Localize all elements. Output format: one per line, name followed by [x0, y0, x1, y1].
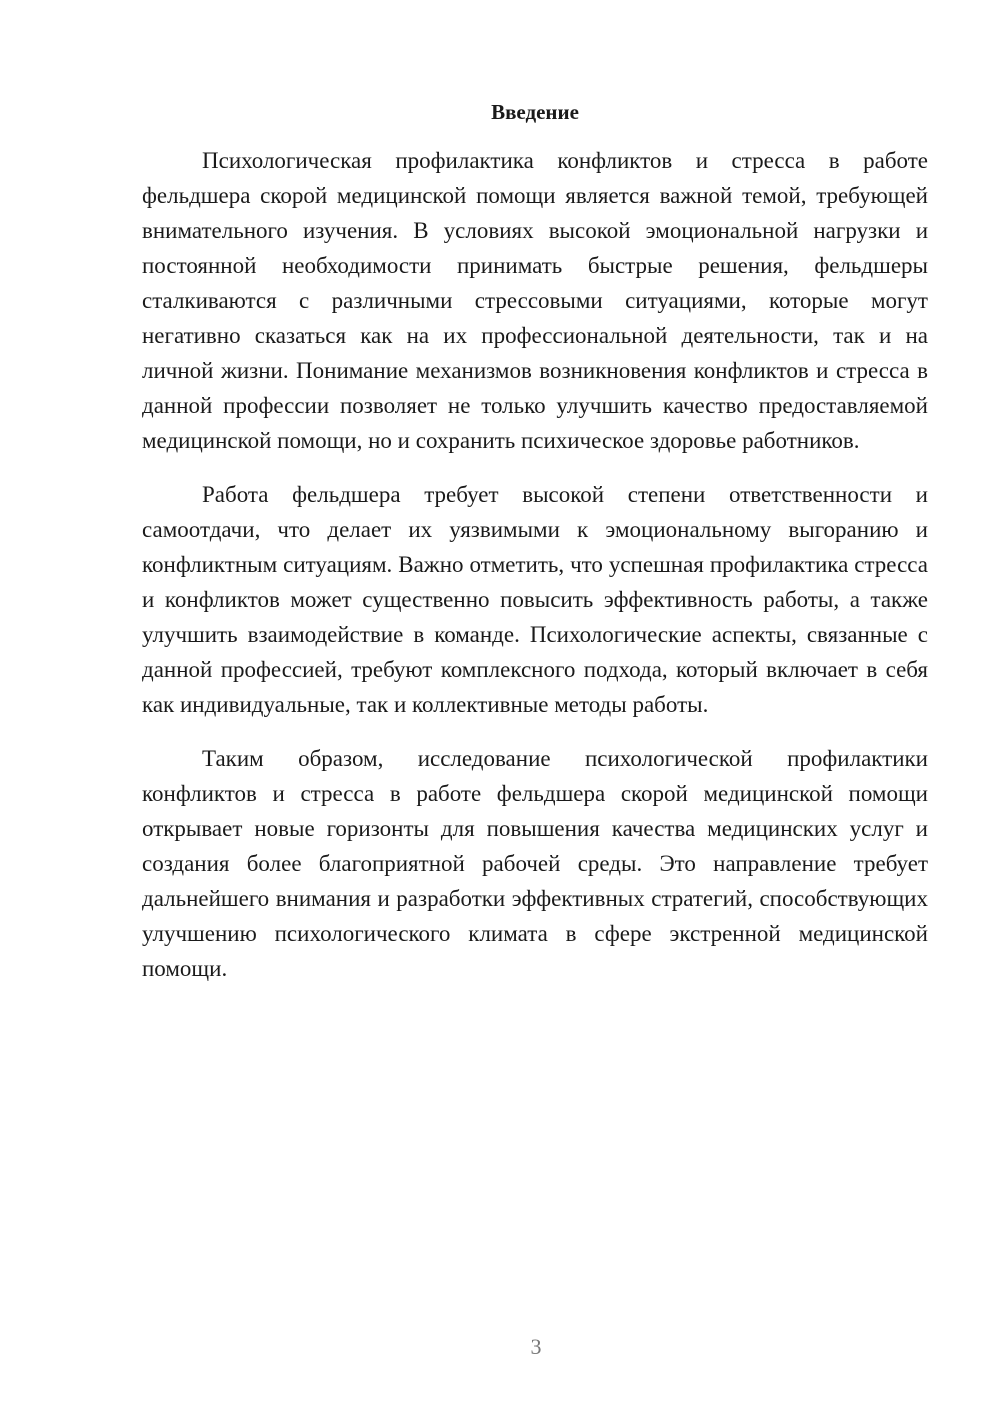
paragraph-1: Психологическая профилактика конфликтов и стресса в работе фельдшера скорой медицинской помощи является важной темой, требующей внимательного изучения. В условиях высокой эмоциональной нагрузки и постоянной необходимости принимать быстрые решения, фельдшеры сталкиваются с различными стрессовыми ситуациями, которые могут негативно сказаться как на их профессиональной деятельности, так и на личной жизни. Понимание механизмов возникновения конфликтов и стресса в данной профессии позволяет не только улучшить качество предоставляемой медицинской помощи, но и сохранить психическое здоровье работников.	[142, 148, 928, 453]
paragraph-3: Таким образом, исследование психологической профилактики конфликтов и стресса в работе фельдшера скорой медицинской помощи открывает новые горизонты для повышения качества медицинских услуг и создания более благоприятной рабочей среды. Это направление требует дальнейшего внимания и разработки эффективных стратегий, способствующих улучшению психологического климата в сфере экстренной медицинской помощи.	[142, 746, 928, 981]
paragraph-2: Работа фельдшера требует высокой степени ответственности и самоотдачи, что делает их уязвимыми к эмоциональному выгоранию и конфликтным ситуациям. Важно отметить, что успешная профилактика стресса и конфликтов может существенно повысить эффективность работы, а также улучшить взаимодействие в команде. Психологические аспекты, связанные с данной профессией, требуют комплексного подхода, который включает в себя как индивидуальные, так и коллективные методы работы.	[142, 482, 928, 717]
section-heading: Введение	[491, 100, 579, 124]
body-text	[142, 143, 928, 1005]
page-number: 3	[530, 1334, 542, 1359]
